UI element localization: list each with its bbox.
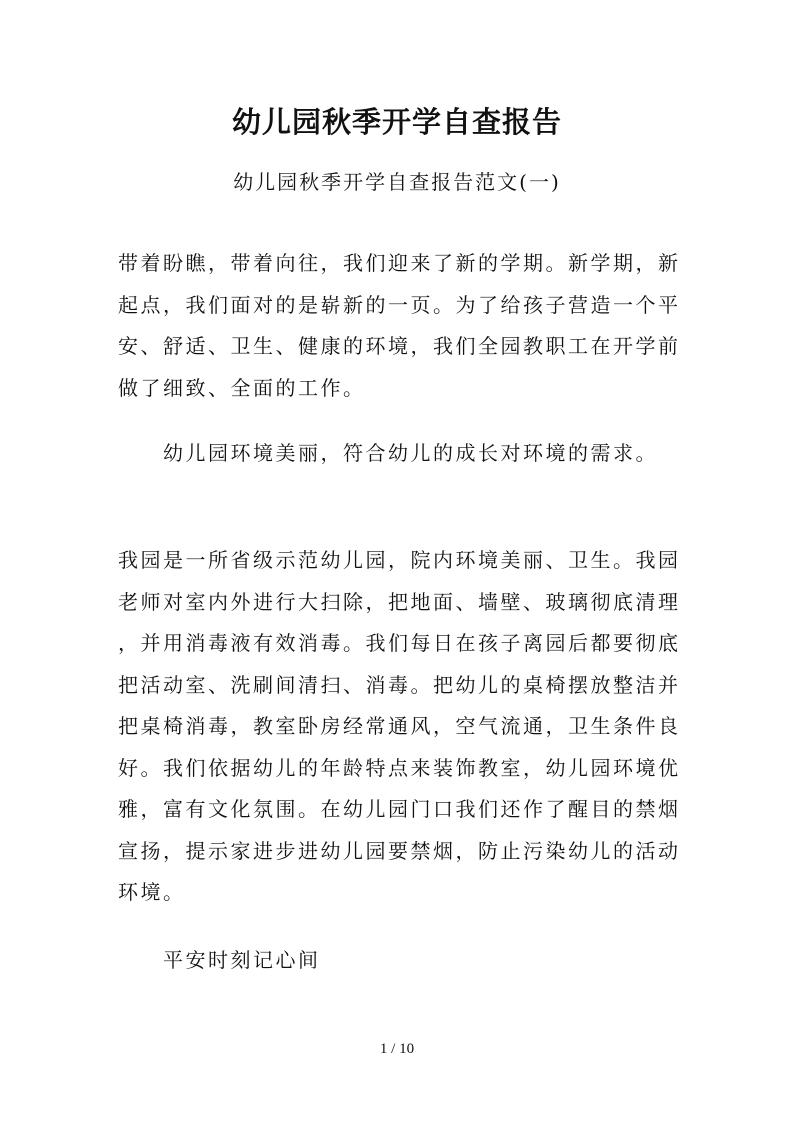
paragraph-line: 雅，富有文化氛围。在幼儿园门口我们还作了醒目的禁烟	[118, 797, 681, 821]
paragraph-line: 宣扬，提示家进步进幼儿园要禁烟，防止污染幼儿的活动	[118, 838, 681, 863]
section-heading-environment: 幼儿园环境美丽，符合幼儿的成长对环境的需求。	[163, 441, 658, 465]
paragraph-line: 安、舒适、卫生、健康的环境，我们全园教职工在开学前	[118, 334, 681, 358]
paragraph-line: 起点，我们面对的是崭新的一页。为了给孩子营造一个平	[118, 292, 681, 317]
paragraph-line: 带着盼瞧，带着向往，我们迎来了新的学期。新学期，新	[118, 251, 681, 275]
paragraph-intro	[118, 243, 681, 409]
paragraph-line: 做了细致、全面的工作。	[118, 375, 366, 400]
paragraph-line: 把活动室、洗刷间清扫、消毒。把幼儿的桌椅摆放整洁并	[118, 672, 681, 697]
paragraph-environment	[118, 540, 681, 914]
paragraph-line: 把桌椅消毒，教室卧房经常通风，空气流通，卫生条件良	[118, 714, 681, 738]
paragraph-line: 我园是一所省级示范幼儿园，院内环境美丽、卫生。我园	[118, 548, 681, 572]
page-number: 1 / 10	[379, 1041, 415, 1057]
paragraph-line: ，并用消毒液有效消毒。我们每日在孩子离园后都要彻底	[118, 631, 681, 655]
paragraph-line: 环境。	[118, 880, 186, 904]
paragraph-line: 好。我们依据幼儿的年龄特点来装饰教室，幼儿园环境优	[118, 755, 681, 780]
paragraph-line: 老师对室内外进行大扫除，把地面、墙壁、玻璃彻底清理	[118, 589, 681, 614]
document-subtitle: 幼儿园秋季开学自查报告范文(一)	[233, 170, 561, 194]
section-heading-safety: 平安时刻记心间	[163, 948, 321, 972]
document-title: 幼儿园秋季开学自查报告	[231, 105, 562, 139]
